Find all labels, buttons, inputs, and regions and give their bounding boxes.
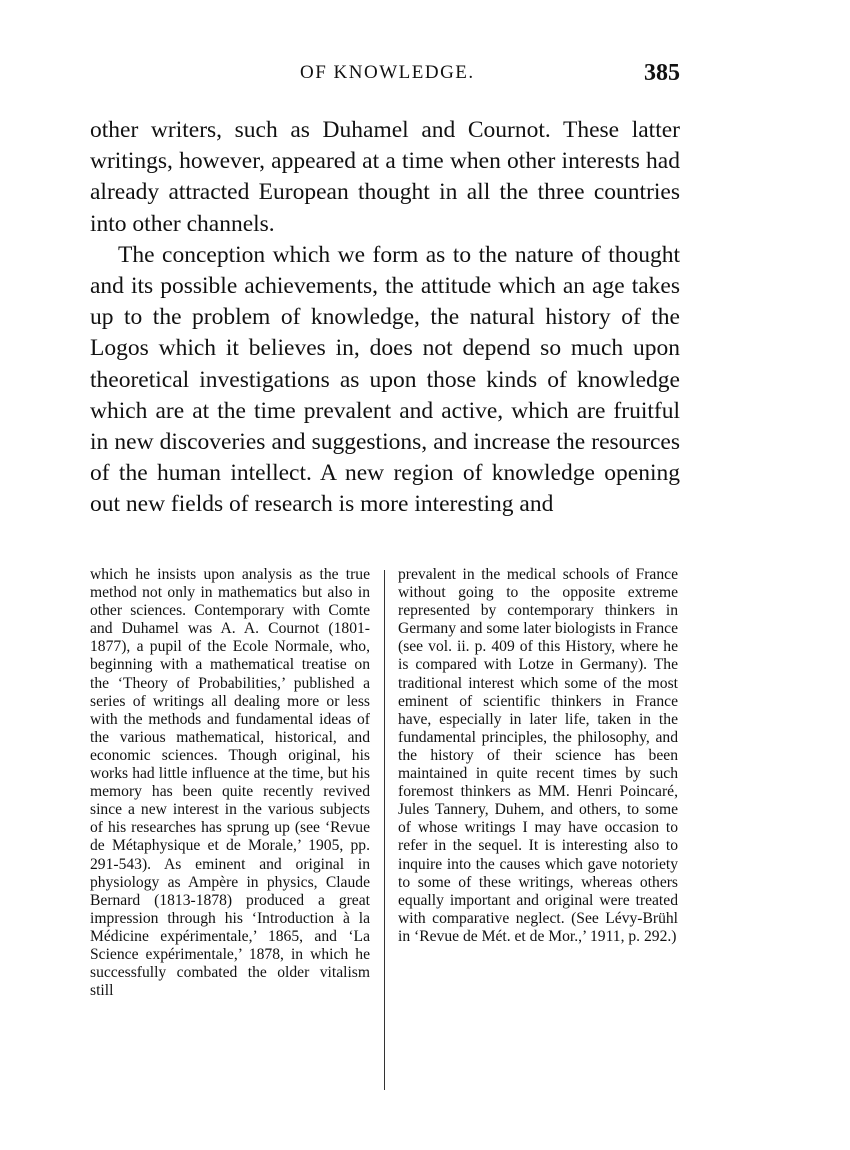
footnote-right-column: prevalent in the medical schools of France without going to the opposite extreme represented by contemporary thinkers in Germany and some later biologists in France (see vol. ii. p. 409 of this History, where he is compared with Lotze in Germany). The traditional interest which some of the most eminent of scientific thinkers in France have, especially in later life, taken in the fundamental principles, the philosophy, and the history of their science has been maintained in quite recent times by such foremost thinkers as MM. Henri Poincaré, Jules Tannery, Duhem, and others, to some of whose writings I may have occasion to refer in the sequel. It is interesting also to inquire into the causes which gave notoriety to some of these writings, whereas others equally important and original were treated with comparative neglect. (See Lévy-Brühl in ‘Revue de Mét. et de Mor.,’ 1911, p. 292.)	[398, 566, 678, 945]
footnote-block	[90, 566, 680, 1096]
footnote-left-column: which he insists upon analysis as the true method not only in mathematics but also in other sciences. Contemporary with Comte and Duhamel was A. A. Cournot (1801-1877), a pupil of the Ecole Normale, who, beginning with a mathematical treatise on the ‘Theory of Probabilities,’ published a series of writings all dealing more or less with the methods and fundamental ideas of the various mathematical, historical, and economic sciences. Though original, his works had little influence at the time, but his memory has been quite recently revived since a new interest in the various subjects of his researches has sprung up (see ‘Revue de Métaphysique et de Morale,’ 1905, pp. 291-543). As eminent and original in physiology as Ampère in physics, Claude Bernard (1813-1878) produced a great impression through his ‘Introduction à la Médicine expérimentale,’ 1865, and ‘La Science expérimentale,’ 1878, in which he successfully combated the older vitalism still	[90, 566, 370, 1000]
page-header	[90, 62, 680, 92]
running-head: OF KNOWLEDGE.	[300, 62, 475, 83]
paragraph-1: other writers, such as Duhamel and Cournot. These latter writings, however, appeared at a time when other interests had already attracted European thought in all the three countries into other channels.	[90, 117, 680, 237]
body-text	[90, 115, 680, 521]
page-number: 385	[644, 60, 680, 86]
paragraph-2: The conception which we form as to the nature of thought and its possible achievements, the attitude which an age takes up to the problem of knowledge, the natural history of the Logos which it believes in, does not depend so much upon theoretical investigations as upon those kinds of knowledge which are at the time prevalent and active, which are fruitful in new discoveries and suggestions, and increase the resources of the human intellect. A new region of knowledge opening out new fields of research is more interesting and	[90, 241, 680, 518]
column-divider	[384, 570, 385, 1090]
